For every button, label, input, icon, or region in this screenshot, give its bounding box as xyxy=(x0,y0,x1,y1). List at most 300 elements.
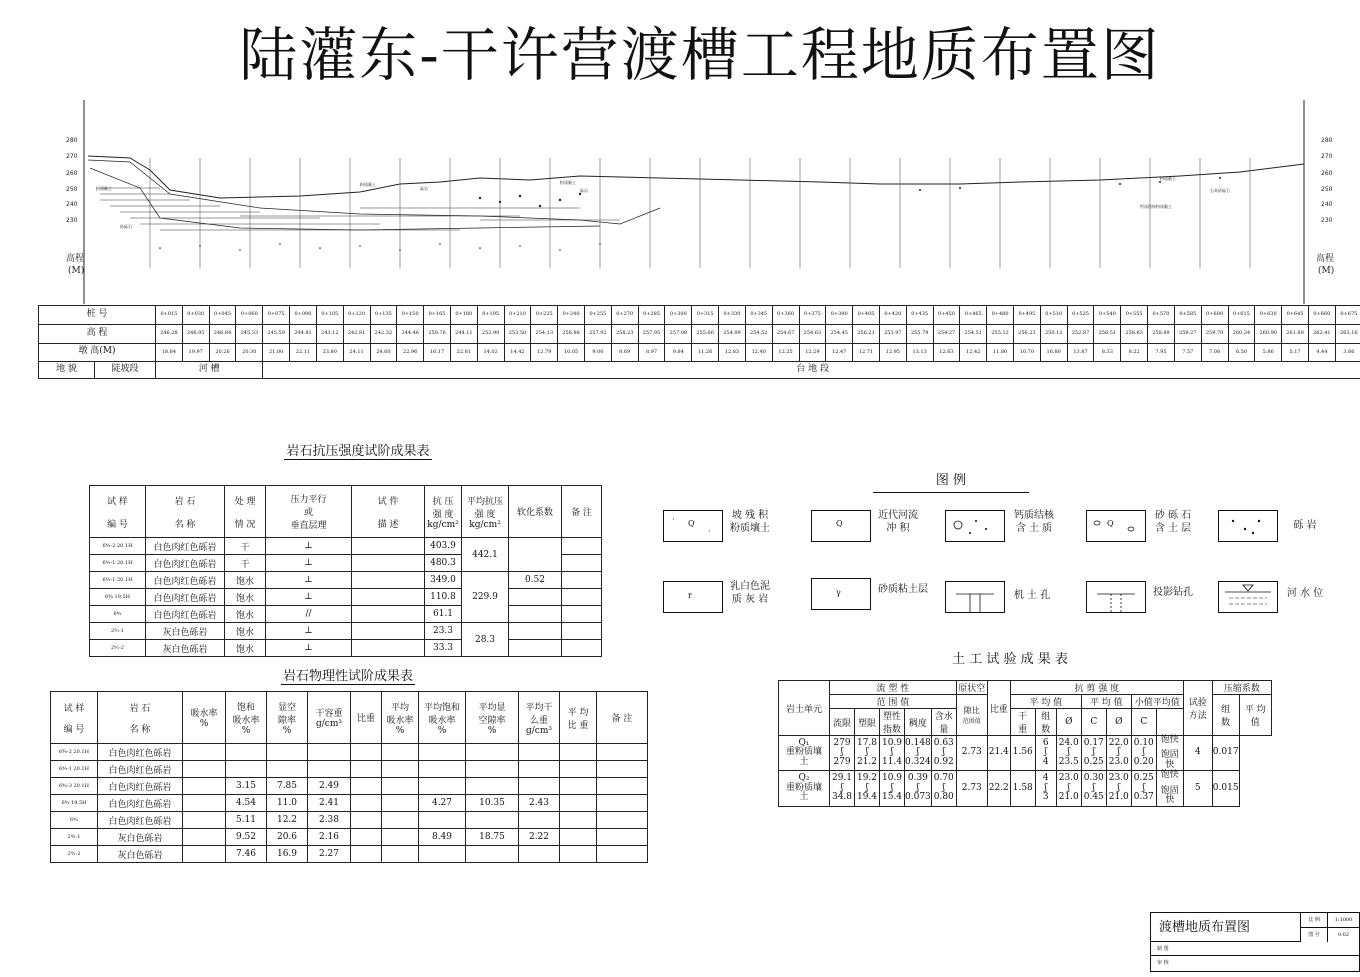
table-row xyxy=(51,812,648,829)
table-row xyxy=(51,829,648,846)
table-cell: 0+225 xyxy=(531,306,558,325)
table-cell: 4.27 xyxy=(419,795,466,812)
table-cell: 256.23 xyxy=(1014,324,1041,343)
table-cell: 2.16 xyxy=(308,829,351,846)
table-cell xyxy=(226,761,267,778)
table-cell: 21.00 xyxy=(263,343,290,362)
table-cell: 246.84 xyxy=(209,324,236,343)
avg-cell: 28.3 xyxy=(462,623,509,657)
drawing-no-value: 0-02 xyxy=(1337,932,1350,938)
legend-symbol-water-level xyxy=(1218,581,1278,613)
table-cell xyxy=(308,761,351,778)
table-cell: 0+030 xyxy=(182,306,209,325)
legend-label: 坡 残 积 xyxy=(731,510,769,521)
table-cell xyxy=(183,812,226,829)
scale-label: 比 例 xyxy=(1301,913,1328,927)
rock-physical-caption: 岩石物理性试阶成果表 xyxy=(282,669,413,684)
table-row xyxy=(51,846,648,863)
table-cell: 18.84 xyxy=(156,343,183,362)
table-cell: 2.73 xyxy=(956,736,987,771)
table-cell: 6⁴⁄₃ xyxy=(51,812,98,829)
drawing-name: 渡槽地质布置图 xyxy=(1151,913,1301,942)
table-cell: 242.32 xyxy=(370,324,397,343)
table-cell: 254.67 xyxy=(772,324,799,343)
table-cell xyxy=(352,623,425,640)
table-cell: 0+555 xyxy=(1121,306,1148,325)
table-row xyxy=(779,771,1272,806)
table-cell: 6⁴⁄₃-3 20.1H xyxy=(51,778,98,795)
table-row xyxy=(90,640,602,657)
table-cell xyxy=(352,589,425,606)
table-cell: 0+645 xyxy=(1282,306,1309,325)
table-cell xyxy=(466,744,519,761)
axis-left-tick: 280 xyxy=(66,137,78,144)
table-cell: 10.9 ʃ 11.4 xyxy=(880,736,905,771)
row-label: 高 程 xyxy=(39,324,156,343)
table-cell: 258.63 xyxy=(1121,324,1148,343)
axis-left-tick: 260 xyxy=(66,170,78,177)
geological-profile xyxy=(60,98,1340,304)
table-cell xyxy=(519,812,560,829)
table-cell: 253.97 xyxy=(879,324,906,343)
table-cell: 2.38 xyxy=(308,812,351,829)
table-cell: 10.9 ʃ 15.4 xyxy=(880,771,905,806)
table-cell: 110.8 xyxy=(425,589,462,606)
avg-cell: 442.1 xyxy=(462,538,509,572)
row-label: 陡坡段 xyxy=(95,362,156,379)
softening-cell: 0.52 xyxy=(509,572,562,589)
profile-note: 粉质黏土 xyxy=(96,186,112,191)
axis-right-tick: 230 xyxy=(1321,217,1333,224)
table-cell: 33.3 xyxy=(425,640,462,657)
table-cell xyxy=(351,846,382,863)
legend-label: 钙质结核 xyxy=(1014,510,1054,521)
table-cell: 242.81 xyxy=(343,324,370,343)
table-cell: 0+255 xyxy=(585,306,612,325)
legend-label: 含 土 层 xyxy=(1154,523,1192,534)
table-cell: 8.33 xyxy=(1094,343,1121,362)
table-cell: 饱水 xyxy=(225,589,266,606)
table-cell: 7.46 xyxy=(226,846,267,863)
table-cell: 403.9 xyxy=(425,538,462,555)
table-cell: 0.25 ʃ 0.37 xyxy=(1131,771,1156,806)
table-cell xyxy=(419,761,466,778)
table-cell xyxy=(560,778,597,795)
axis-right-tick: 280 xyxy=(1321,137,1333,144)
table-cell: 24.0 ʃ 23.5 xyxy=(1056,736,1081,771)
table-cell: 12.29 xyxy=(799,343,826,362)
legend-symbol-slope-deposit: Q · · xyxy=(663,510,723,542)
profile-note: 粉质黏土 xyxy=(360,182,376,187)
table-cell: 6⁴⁄₃-2 20.1H xyxy=(51,744,98,761)
table-cell: 22.0 ʃ 23.0 xyxy=(1106,736,1131,771)
soil-test-table: 岩土单元 流 塑 性 原状空 比重 抗 剪 强 度 试验 方法 压缩系数 范 围 值 隙比 范围值 平 均 值 平 均 值 小值平均值 组 数 平 均 值 流限 塑限 塑性 指数 稠度 含水 量 干 重 组 数 Ø C Ø C Q₁ 重粉质壤 土 279 ʃ 279 17.8 ʃ 21.2 10.9 ʃ 11.4 0.148 ʃ 0.324 0.63 ʃ 0.92 2.73 21.4 1.56 6 ʃ 4 24.0 ʃ 23.5 0.17 ʃ 0.25 22.0 ʃ 23.0 0.10 ʃ 0.20 饱快 饱固快 4 0.017 Q₂ 重粉质壤 土 29.1 ʃ 34.8 19.2 ʃ 19.4 10.9 ʃ 15.4 0.39 ʃ 0.073 0.70 ʃ 0.80 2.73 22.2 1.58 4 ʃ 3 23.0 ʃ 21.0 0.30 ʃ 0.45 23.0 ʃ 21.0 0.25 ʃ 0.37 饱快 饱固快 5 0.015 xyxy=(778,680,1272,807)
table-cell xyxy=(419,812,466,829)
table-cell: 22.2 xyxy=(987,771,1010,806)
legend-symbol-projected-borehole xyxy=(1086,581,1146,613)
table-cell xyxy=(597,846,648,863)
table-cell: 250.76 xyxy=(424,324,451,343)
table-cell: 7.57 xyxy=(1174,343,1201,362)
table-cell: 0+465 xyxy=(960,306,987,325)
table-cell: ⊥ xyxy=(266,623,352,640)
table-cell: 16.9 xyxy=(267,846,308,863)
table-cell xyxy=(382,812,419,829)
table-cell: 6⁴⁄₃-2 20.1H xyxy=(90,538,146,555)
table-cell: 0+090 xyxy=(290,306,317,325)
table-cell: 白色肉红色砾岩 xyxy=(98,744,183,761)
elev-label-right: 高程 xyxy=(1316,254,1335,264)
table-cell xyxy=(519,761,560,778)
table-cell xyxy=(382,829,419,846)
axis-right-tick: 250 xyxy=(1321,186,1333,193)
legend-label: 砾 岩 xyxy=(1293,520,1317,531)
table-cell: 255.79 xyxy=(906,324,933,343)
drafted-by: 制 图 xyxy=(1151,942,1359,956)
table-cell: 白色肉红色砾岩 xyxy=(98,778,183,795)
table-cell: ⊥ xyxy=(266,555,352,572)
table-cell: 6⁴⁄₃-1 20.1H xyxy=(90,555,146,572)
table-cell: 饱水 xyxy=(225,572,266,589)
table-cell: 14.02 xyxy=(477,343,504,362)
table-cell: 8.69 xyxy=(611,343,638,362)
table-cell xyxy=(560,744,597,761)
table-cell xyxy=(382,778,419,795)
table-cell: 0.17 ʃ 0.25 xyxy=(1081,736,1106,771)
table-cell: 0+525 xyxy=(1067,306,1094,325)
table-cell: 白色肉红色砾岩 xyxy=(146,538,225,555)
legend-symbol-conglomerate xyxy=(1218,510,1278,542)
rock-physical-table: 试 样 编 号 岩 石 名 称 吸水率 % 饱和 吸水率 % 显空 隙率 % 干容重 g/cm³ 比重 平均 吸水率 % 平均饱和 吸水率 % 平均显 空隙率 % 平均干 么重 g/cm³ 平 均 比 重 备 注 6⁴⁄₃-2 20.1H 白色肉红色砾岩 6⁴⁄₃-1 20.1H 白色肉红色砾岩 6⁴⁄₃-3 20.1H 白色肉红色砾岩 3.15 7.85 2.49 6⁴⁄₃ 19.5H 白色肉红色砾岩 4.54 11.0 2.41 4.27 10.35 2.43 6⁴⁄₃ 白色肉红色砾岩 5.11 12.2 2.38 2⁸⁄₁-1 灰白色砾岩 9.52 20.6 2.16 8.49 18.75 2.22 2⁸⁄₁-2 灰白色砾岩 7.46 16.9 2.27 xyxy=(50,691,648,863)
table-cell xyxy=(560,812,597,829)
table-cell xyxy=(560,846,597,863)
table-cell: 饱水 xyxy=(225,623,266,640)
table-cell xyxy=(382,795,419,812)
row-label: 桩 号 xyxy=(39,306,156,325)
table-cell: 257.92 xyxy=(585,324,612,343)
table-cell: 0+375 xyxy=(799,306,826,325)
table-cell: 20.26 xyxy=(209,343,236,362)
legend-label: 含 土 质 xyxy=(1015,523,1053,534)
legend-symbol-sandy-clay: γ xyxy=(811,578,871,610)
table-cell: 0.148 ʃ 0.324 xyxy=(905,736,932,771)
table-cell: 2.43 xyxy=(519,795,560,812)
table-cell: 16.17 xyxy=(424,343,451,362)
axis-left-tick: 270 xyxy=(66,153,78,160)
table-cell: 5.86 xyxy=(1255,343,1282,362)
table-cell xyxy=(597,761,648,778)
table-cell: 0+585 xyxy=(1174,306,1201,325)
table-row xyxy=(51,795,648,812)
table-cell: 279 ʃ 279 xyxy=(830,736,855,771)
table-cell xyxy=(308,744,351,761)
table-cell xyxy=(419,846,466,863)
table-cell: 灰白色砾岩 xyxy=(98,829,183,846)
table-cell xyxy=(419,778,466,795)
table-cell: 7.08 xyxy=(1201,343,1228,362)
table-cell: 0+600 xyxy=(1201,306,1228,325)
table-cell: 0.017 xyxy=(1212,736,1239,771)
table-cell xyxy=(267,744,308,761)
table-cell xyxy=(382,761,419,778)
table-cell: 252.87 xyxy=(1067,324,1094,343)
row-label: 墩 高(M) xyxy=(39,343,156,362)
table-cell: 5 xyxy=(1183,771,1212,806)
table-cell: 12.83 xyxy=(719,343,746,362)
table-cell: 2⁸⁄₁-1 xyxy=(90,623,146,640)
table-cell xyxy=(183,778,226,795)
table-cell: 7.85 xyxy=(267,778,308,795)
table-cell: 254.27 xyxy=(933,324,960,343)
axis-right-tick: 260 xyxy=(1321,170,1333,177)
table-cell: 0+360 xyxy=(772,306,799,325)
page-title: 陆灌东-干许营渡槽工程地质布置图 xyxy=(239,21,1161,89)
table-cell: 254.51 xyxy=(960,324,987,343)
table-cell: 18.75 xyxy=(466,829,519,846)
legend-label: 冲 积 xyxy=(886,523,910,534)
table-cell: 0+210 xyxy=(504,306,531,325)
table-cell: 白色肉红色砾岩 xyxy=(146,606,225,623)
table-cell: 0+135 xyxy=(370,306,397,325)
table-cell: 9.52 xyxy=(226,829,267,846)
table-cell: 0+480 xyxy=(987,306,1014,325)
table-cell: 1.58 xyxy=(1010,771,1035,806)
table-cell: 12.63 xyxy=(933,343,960,362)
table-cell: 饱快 饱固快 xyxy=(1156,736,1183,771)
soil-test-caption: 土 工 试 验 成 果 表 xyxy=(952,652,1068,667)
table-cell: Q₂ 重粉质壤 土 xyxy=(779,771,830,806)
table-cell: 2.73 xyxy=(956,771,987,806)
table-cell: 0.70 ʃ 0.80 xyxy=(931,771,956,806)
table-cell: 0.015 xyxy=(1212,771,1239,806)
table-cell: 3.15 xyxy=(226,778,267,795)
axis-right-tick: 270 xyxy=(1321,153,1333,160)
table-cell: 11.26 xyxy=(692,343,719,362)
profile-note: 石英砂砾石 xyxy=(1210,188,1230,193)
table-cell xyxy=(351,829,382,846)
profile-note: 粉质黏土 xyxy=(1160,176,1176,181)
table-cell: 24.11 xyxy=(343,343,370,362)
legend-symbol-borehole xyxy=(945,581,1005,613)
table-cell: 243.12 xyxy=(316,324,343,343)
table-cell: 0+495 xyxy=(1014,306,1041,325)
table-cell: 白色肉红色砾岩 xyxy=(146,572,225,589)
table-cell: 246.28 xyxy=(156,324,183,343)
table-row xyxy=(90,538,602,555)
table-cell: 22.81 xyxy=(450,343,477,362)
table-cell: 白色肉红色砾岩 xyxy=(146,555,225,572)
table-cell xyxy=(226,744,267,761)
table-row xyxy=(51,761,648,778)
legend-label: 乳白色泥 xyxy=(730,581,770,592)
table-cell: 12.95 xyxy=(879,343,906,362)
table-cell: 2.49 xyxy=(308,778,351,795)
table-cell: 1.56 xyxy=(1010,736,1035,771)
table-cell: 0.39 ʃ 0.073 xyxy=(905,771,932,806)
table-cell: 16.80 xyxy=(1040,343,1067,362)
profile-note: 粉质黏土 xyxy=(560,180,576,185)
table-cell: 23.3 xyxy=(425,623,462,640)
table-cell: 256.21 xyxy=(853,324,880,343)
table-cell: 白色肉红色砾岩 xyxy=(146,589,225,606)
table-cell xyxy=(560,761,597,778)
profile-note: 砾岩 xyxy=(420,186,428,191)
table-cell xyxy=(560,829,597,846)
table-cell: 0+420 xyxy=(879,306,906,325)
rock-strength-table: 试 样 编 号 岩 石 名 称 处 理 情 况 压力平行 或 垂直层理 试 件 描 述 抗 压 强 度 kg/cm² 平均抗压 强 度 kg/cm² 软化系数 备 注 6⁴⁄₃-2 20.1H 白色肉红色砾岩 干 ⊥ 403.9 442.1 6⁴⁄₃-1 20.1H 白色肉红色砾岩 干 ⊥ 480.3 6⁴⁄₃-1 20.1H 白色肉红色砾岩 饱水 ⊥ 349.0 229.9 0.52 6⁴⁄₃ 19.5H 白色肉红色砾岩 饱水 ⊥ 110.8 6⁴⁄₃ 白色肉红色砾岩 饱水 // 61.1 2⁸⁄₁-1 灰白色砾岩 饱水 ⊥ 23.3 28.3 2⁸⁄₁-2 灰白色砾岩 饱水 ⊥ 33.3 xyxy=(89,485,602,657)
table-cell: 252.90 xyxy=(477,324,504,343)
table-cell: 244.11 xyxy=(450,324,477,343)
table-cell: 22.11 xyxy=(290,343,317,362)
table-cell: ⊥ xyxy=(266,589,352,606)
reviewed-by: 审 核 xyxy=(1157,960,1169,966)
table-cell: 254.45 xyxy=(826,324,853,343)
table-cell xyxy=(352,640,425,657)
table-cell: 8.22 xyxy=(1121,343,1148,362)
table-cell: 8.49 xyxy=(419,829,466,846)
table-cell: 0+120 xyxy=(343,306,370,325)
table-cell xyxy=(351,812,382,829)
table-cell: 5.11 xyxy=(226,812,267,829)
legend-label: 质 灰 岩 xyxy=(731,594,769,605)
table-cell xyxy=(352,572,425,589)
table-cell: 13.87 xyxy=(1067,343,1094,362)
rock-strength-caption: 岩石抗压强度试阶成果表 xyxy=(286,444,430,459)
table-cell: 白色肉红色砾岩 xyxy=(98,761,183,778)
table-cell: 260.34 xyxy=(1228,324,1255,343)
profile-note: 钙质结核粉质黏土 xyxy=(1140,204,1172,209)
table-cell: 0+345 xyxy=(745,306,772,325)
table-cell: 23.0 ʃ 21.0 xyxy=(1106,771,1131,806)
table-cell: 0+150 xyxy=(397,306,424,325)
table-cell: 254.52 xyxy=(745,324,772,343)
table-cell: 5.17 xyxy=(1282,343,1309,362)
legend-label: 近代河流 xyxy=(878,510,918,521)
table-cell: 2.27 xyxy=(308,846,351,863)
legend-label: 机 土 孔 xyxy=(1013,590,1051,601)
legend-title: 图 例 xyxy=(873,469,1029,493)
table-cell: 256.51 xyxy=(1094,324,1121,343)
table-cell: 11.0 xyxy=(267,795,308,812)
table-cell: 255.12 xyxy=(987,324,1014,343)
table-cell: 饱水 xyxy=(225,606,266,623)
table-cell: 12.79 xyxy=(531,343,558,362)
profile-note: 砂砾石 xyxy=(120,224,132,229)
table-cell: 0+165 xyxy=(424,306,451,325)
table-cell xyxy=(419,744,466,761)
table-cell: ⊥ xyxy=(266,640,352,657)
title-block xyxy=(1150,912,1360,972)
scale-value: 1:1000 xyxy=(1334,917,1353,923)
table-cell: 245.59 xyxy=(263,324,290,343)
table-cell: 61.1 xyxy=(425,606,462,623)
table-cell xyxy=(519,778,560,795)
legend xyxy=(655,465,1355,625)
table-cell: 2⁸⁄₁-2 xyxy=(51,846,98,863)
table-cell: 14.42 xyxy=(504,343,531,362)
table-cell xyxy=(597,829,648,846)
table-cell: 0.30 ʃ 0.45 xyxy=(1081,771,1106,806)
table-cell: ⊥ xyxy=(266,572,352,589)
table-cell: 6 ʃ 4 xyxy=(1035,736,1056,771)
table-cell: 260.90 xyxy=(1255,324,1282,343)
table-cell: 254.09 xyxy=(719,324,746,343)
profile-note: 砾岩 xyxy=(580,188,588,193)
table-cell: 8.97 xyxy=(638,343,665,362)
table-cell: 0+570 xyxy=(1148,306,1175,325)
table-cell: 13.13 xyxy=(906,343,933,362)
table-cell xyxy=(382,846,419,863)
table-cell: 254.13 xyxy=(531,324,558,343)
table-cell: // xyxy=(266,606,352,623)
table-cell: 263.16 xyxy=(1335,324,1360,343)
table-cell: 饱快 饱固快 xyxy=(1156,771,1183,806)
table-row xyxy=(779,736,1272,771)
table-cell: 白色肉红色砾岩 xyxy=(98,795,183,812)
table-cell xyxy=(560,795,597,812)
elev-unit-right: (M) xyxy=(1318,266,1335,276)
table-cell: 干 xyxy=(225,555,266,572)
table-cell xyxy=(183,846,226,863)
table-cell: 0+675 xyxy=(1335,306,1360,325)
table-cell: 灰白色砾岩 xyxy=(146,640,225,657)
table-cell: 20.30 xyxy=(236,343,263,362)
table-cell: 6⁴⁄₃ 19.5H xyxy=(51,795,98,812)
axis-right-tick: 240 xyxy=(1321,201,1333,208)
table-cell: 3.66 xyxy=(1335,343,1360,362)
table-cell: 0.63 ʃ 0.92 xyxy=(931,736,956,771)
table-cell: 250.12 xyxy=(1040,324,1067,343)
table-cell: 12.42 xyxy=(960,343,987,362)
table-cell: 4.54 xyxy=(226,795,267,812)
table-cell: 259.70 xyxy=(1201,324,1228,343)
table-cell: 2.22 xyxy=(519,829,560,846)
table-cell: 0+435 xyxy=(906,306,933,325)
legend-symbol-calcareous xyxy=(945,510,1005,542)
legend-symbol-limestone: r xyxy=(663,581,723,613)
table-cell xyxy=(597,778,648,795)
table-cell: 245.33 xyxy=(236,324,263,343)
legend-label: 粉质壤土 xyxy=(730,523,770,534)
table-row xyxy=(51,744,648,761)
table-cell xyxy=(183,761,226,778)
table-cell: 258.23 xyxy=(611,324,638,343)
table-cell: 349.0 xyxy=(425,572,462,589)
table-cell: 480.3 xyxy=(425,555,462,572)
table-cell xyxy=(597,812,648,829)
table-cell: 6.50 xyxy=(1228,343,1255,362)
table-cell: 0+045 xyxy=(209,306,236,325)
table-cell: 244.46 xyxy=(397,324,424,343)
table-cell: 0+315 xyxy=(692,306,719,325)
table-cell: 246.95 xyxy=(182,324,209,343)
table-cell: 0+195 xyxy=(477,306,504,325)
axis-left-tick: 250 xyxy=(66,186,78,193)
table-cell xyxy=(183,829,226,846)
table-cell: 干 xyxy=(225,538,266,555)
table-cell: 白色肉红色砾岩 xyxy=(98,812,183,829)
table-cell: 0+405 xyxy=(853,306,880,325)
table-cell: 灰白色砾岩 xyxy=(98,846,183,863)
table-cell: 10.35 xyxy=(466,795,519,812)
table-cell: 6⁴⁄₃ xyxy=(90,606,146,623)
legend-symbol-alluvium: Q xyxy=(811,510,871,542)
table-cell: 6⁴⁄₃ 19.5H xyxy=(90,589,146,606)
table-cell xyxy=(519,744,560,761)
table-row xyxy=(90,606,602,623)
table-cell xyxy=(466,761,519,778)
row-label: 地 貌 xyxy=(39,362,95,379)
